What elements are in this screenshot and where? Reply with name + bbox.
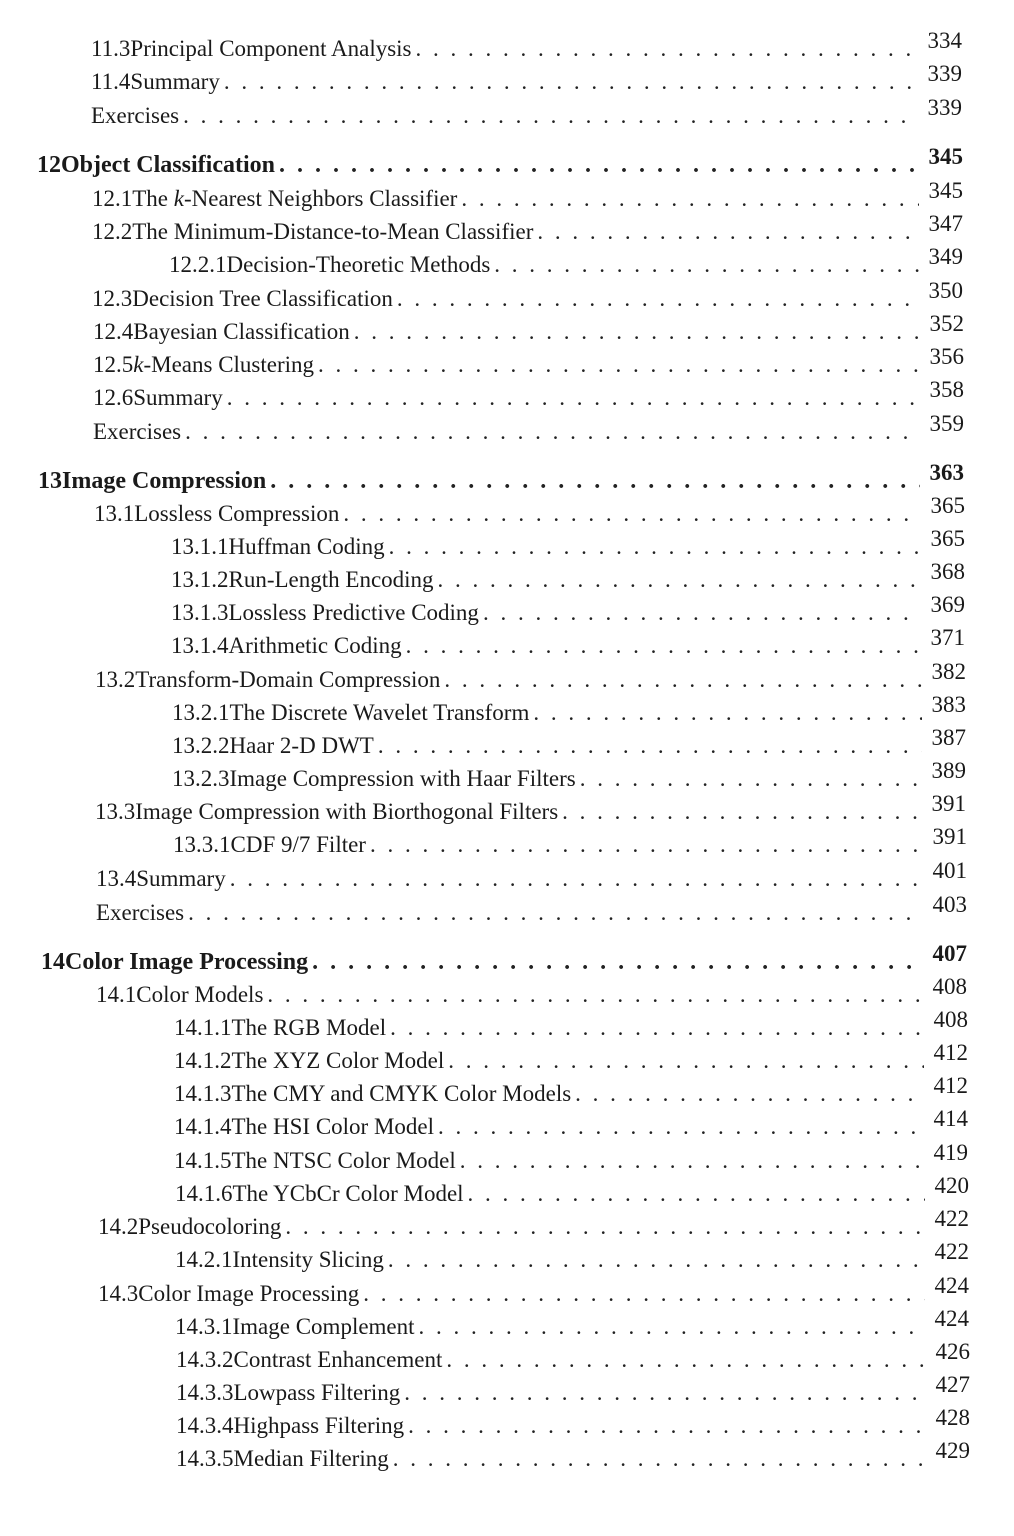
toc-dot-leader <box>446 1347 925 1373</box>
toc-dot-leader <box>416 36 918 62</box>
toc-entry-title: Color Models <box>136 982 264 1007</box>
toc-entry-row <box>91 28 962 68</box>
toc-entry-row <box>171 625 965 665</box>
toc-entry-row <box>93 377 964 417</box>
toc-entry-title: Arithmetic Coding <box>228 633 402 658</box>
toc-dot-leader <box>406 633 921 659</box>
toc-entry-row <box>95 791 966 831</box>
toc-entry-title: The k-Nearest Neighbors Classifier <box>132 186 458 211</box>
toc-entry-row <box>174 1040 968 1080</box>
toc-page-number: 424 <box>934 1306 969 1331</box>
toc-entry-number: 13.2 <box>95 667 136 692</box>
toc-page-number: 424 <box>934 1273 969 1298</box>
toc-page-number: 349 <box>928 244 963 269</box>
toc-page-number: 412 <box>933 1073 968 1098</box>
toc-page-number: 345 <box>928 144 963 169</box>
toc-dot-leader <box>397 286 919 312</box>
toc-entry-row <box>176 1405 970 1445</box>
toc-entry-title: Median Filtering <box>233 1446 389 1471</box>
toc-entry-number: 14.1.1 <box>174 1015 232 1040</box>
toc-page-number: 414 <box>933 1106 968 1131</box>
toc-entry-row <box>171 526 965 566</box>
toc-entry-title: Intensity Slicing <box>232 1247 384 1272</box>
toc-chapter-row <box>38 460 964 500</box>
toc-dot-leader <box>267 982 922 1008</box>
toc-entry-number: 12.4 <box>93 319 134 344</box>
toc-entry-title: Exercises <box>93 419 182 444</box>
toc-entry-number: 13.4 <box>96 866 137 891</box>
toc-entry-row <box>174 1106 968 1146</box>
toc-entry-number: 13.1.1 <box>171 534 229 559</box>
toc-dot-leader <box>468 1181 925 1207</box>
toc-entry-title: The XYZ Color Model <box>231 1048 445 1073</box>
toc-page-number: 412 <box>933 1040 968 1065</box>
toc-entry-title: The YCbCr Color Model <box>232 1181 464 1206</box>
toc-chapter-row <box>41 941 967 981</box>
toc-entry-number: 14.2 <box>98 1214 139 1239</box>
toc-dot-leader <box>494 252 918 278</box>
toc-dot-leader <box>438 1114 923 1140</box>
toc-entry-row <box>96 892 967 932</box>
toc-entry-row <box>175 1239 969 1279</box>
toc-dot-leader <box>460 1148 924 1174</box>
toc-dot-leader <box>343 501 920 527</box>
toc-dot-leader <box>580 766 922 792</box>
toc-entry-number: 12.5 <box>93 352 134 377</box>
toc-entry-number: 14.2.1 <box>175 1247 233 1272</box>
toc-page-number: 334 <box>927 28 962 53</box>
toc-page-number: 427 <box>935 1372 970 1397</box>
toc-page-number: 428 <box>935 1405 970 1430</box>
toc-entry-title: Object Classification <box>61 152 275 178</box>
toc-page-number: 339 <box>927 95 962 120</box>
toc-dot-leader <box>483 600 921 626</box>
toc-page-number: 369 <box>930 592 965 617</box>
toc-entry-number: 13.2.2 <box>172 733 230 758</box>
toc-dot-leader <box>183 103 917 129</box>
toc-entry-number: 13.2.1 <box>172 700 230 725</box>
toc-entry-row <box>173 824 967 864</box>
toc-entry-row <box>171 592 965 632</box>
toc-page-number: 371 <box>930 625 965 650</box>
toc-entry-title: Huffman Coding <box>228 534 385 559</box>
toc-page-number: 368 <box>930 559 965 584</box>
toc-page-number: 420 <box>934 1173 969 1198</box>
toc-entry-title: Decision-Theoretic Methods <box>226 252 491 277</box>
toc-entry-number: 12.1 <box>92 186 133 211</box>
toc-entry-title: Lossless Predictive Coding <box>228 600 479 625</box>
toc-page-number: 339 <box>927 61 962 86</box>
toc-entry-number: 12.2.1 <box>169 252 227 277</box>
toc-page-number: 350 <box>928 278 963 303</box>
toc-entry-title: Pseudocoloring <box>138 1214 282 1239</box>
toc-dot-leader <box>270 468 919 495</box>
toc-entry-row <box>94 493 965 533</box>
toc-page-number: 408 <box>933 1007 968 1032</box>
toc-entry-number: 14.3 <box>98 1281 139 1306</box>
toc-entry-title: Principal Component Analysis <box>130 36 412 61</box>
toc-entry-title: The HSI Color Model <box>231 1114 435 1139</box>
toc-dot-leader <box>285 1214 924 1240</box>
toc-dot-leader <box>318 352 919 378</box>
toc-entry-title: Image Compression with Biorthogonal Filters <box>135 799 559 824</box>
toc-dot-leader <box>279 152 919 179</box>
toc-entry-title: The Discrete Wavelet Transform <box>229 700 530 725</box>
toc-entry-number: 14.3.5 <box>176 1446 234 1471</box>
toc-entry-number: 14.1.6 <box>175 1181 233 1206</box>
toc-entry-title: The Minimum-Distance-to-Mean Classifier <box>132 219 534 244</box>
toc-dot-leader <box>312 949 922 976</box>
toc-entry-row <box>91 61 962 101</box>
toc-entry-row <box>95 659 966 699</box>
toc-dot-leader <box>419 1314 925 1340</box>
toc-page-number: 422 <box>934 1239 969 1264</box>
toc-entry-row <box>174 1007 968 1047</box>
toc-entry-number: 11.4 <box>91 69 131 94</box>
toc-dot-leader <box>188 900 922 926</box>
toc-dot-leader <box>448 1048 923 1074</box>
toc-dot-leader <box>227 385 920 411</box>
toc-entry-number: 14.3.2 <box>176 1347 234 1372</box>
toc-entry-row <box>92 178 963 218</box>
toc-page-number: 401 <box>932 858 967 883</box>
toc-dot-leader <box>370 832 923 858</box>
toc-page-number: 387 <box>931 725 966 750</box>
toc-entry-number: 14.1.2 <box>174 1048 232 1073</box>
toc-entry-title: Image Compression <box>62 468 267 494</box>
toc-entry-row <box>174 1073 968 1113</box>
toc-entry-title: Color Image Processing <box>65 949 309 975</box>
toc-dot-leader <box>388 1247 925 1273</box>
toc-page-number: 352 <box>929 311 964 336</box>
toc-entry-number: 13.1.2 <box>171 567 229 592</box>
toc-entry-title: Haar 2-D DWT <box>229 733 374 758</box>
toc-page-number: 363 <box>929 460 964 485</box>
toc-entry-row <box>93 411 964 451</box>
toc-entry-number: 14.3.1 <box>175 1314 233 1339</box>
toc-entry-title: Transform-Domain Compression <box>135 667 441 692</box>
toc-entry-number: 14.3.4 <box>176 1413 234 1438</box>
toc-entry-row <box>172 758 966 798</box>
toc-entry-row <box>175 1173 969 1213</box>
toc-entry-title: The CMY and CMYK Color Models <box>231 1081 572 1106</box>
toc-entry-number: 13.3 <box>95 799 136 824</box>
toc-entry-title: Lowpass Filtering <box>233 1380 401 1405</box>
toc-entry-number: 12.6 <box>93 385 134 410</box>
toc-page-number: 403 <box>932 892 967 917</box>
toc-dot-leader <box>533 700 921 726</box>
toc-entry-title: Summary <box>130 69 220 94</box>
toc-entry-number: 14.1.4 <box>174 1114 232 1139</box>
toc-dot-leader <box>461 186 918 212</box>
toc-entry-row <box>98 1206 969 1246</box>
toc-entry-title: Color Image Processing <box>138 1281 360 1306</box>
toc-entry-title: Contrast Enhancement <box>233 1347 443 1372</box>
toc-dot-leader <box>537 219 918 245</box>
toc-page-number: 382 <box>931 659 966 684</box>
toc-entry-row <box>98 1273 969 1313</box>
toc-entry-title: Lossless Compression <box>134 501 340 526</box>
toc-dot-leader <box>444 667 921 693</box>
toc-entry-row <box>174 1140 968 1180</box>
toc-entry-number: 12.2 <box>92 219 133 244</box>
toc-dot-leader <box>575 1081 923 1107</box>
toc-entry-title: Image Complement <box>232 1314 415 1339</box>
toc-page-number: 429 <box>935 1438 970 1463</box>
toc-page-number: 345 <box>928 178 963 203</box>
toc-entry-number: 13.3.1 <box>173 832 231 857</box>
toc-entry-row <box>176 1339 970 1379</box>
toc-dot-leader <box>390 1015 923 1041</box>
toc-entry-title: Exercises <box>91 103 180 128</box>
toc-entry-number: 12 <box>37 152 61 178</box>
toc-dot-leader <box>363 1281 924 1307</box>
toc-entry-title: Summary <box>133 385 223 410</box>
toc-dot-leader <box>562 799 921 825</box>
toc-entry-number: 14.3.3 <box>176 1380 234 1405</box>
toc-entry-row <box>91 95 962 135</box>
toc-entry-title: The RGB Model <box>231 1015 387 1040</box>
toc-entry-title: k-Means Clustering <box>133 352 315 377</box>
toc-entry-row <box>96 974 967 1014</box>
toc-dot-leader <box>230 866 923 892</box>
toc-entry-row <box>175 1306 969 1346</box>
toc-dot-leader <box>354 319 920 345</box>
toc-dot-leader <box>393 1446 926 1472</box>
toc-entry-row <box>93 344 964 384</box>
toc-entry-row <box>96 858 967 898</box>
toc-page-number: 419 <box>933 1140 968 1165</box>
toc-page-number: 391 <box>931 791 966 816</box>
toc-entry-number: 13.1.3 <box>171 600 229 625</box>
toc-page-number: 383 <box>931 692 966 717</box>
toc-entry-title: Highpass Filtering <box>233 1413 405 1438</box>
toc-entry-row <box>171 559 965 599</box>
toc-entry-title: CDF 9/7 Filter <box>230 832 366 857</box>
toc-page-number: 347 <box>928 211 963 236</box>
toc-page-number: 391 <box>932 824 967 849</box>
toc-entry-title: Run-Length Encoding <box>228 567 434 592</box>
toc-entry-row <box>172 692 966 732</box>
toc-chapter-row <box>37 144 963 184</box>
toc-dot-leader <box>404 1380 925 1406</box>
toc-entry-row <box>172 725 966 765</box>
toc-dot-leader <box>224 69 918 95</box>
toc-page-number: 359 <box>929 411 964 436</box>
toc-entry-title: The NTSC Color Model <box>231 1148 456 1173</box>
toc-page-number: 408 <box>932 974 967 999</box>
toc-page-number: 422 <box>934 1206 969 1231</box>
toc-entry-number: 13 <box>38 468 62 494</box>
toc-entry-number: 11.3 <box>91 36 131 61</box>
toc-page-number: 365 <box>930 526 965 551</box>
toc-entry-row <box>92 211 963 251</box>
toc-page-number: 356 <box>929 344 964 369</box>
toc-page-number: 426 <box>935 1339 970 1364</box>
toc-entry-number: 13.1.4 <box>171 633 229 658</box>
toc-entry-number: 14 <box>41 949 65 975</box>
toc-dot-leader <box>378 733 922 759</box>
toc-entry-number: 12.3 <box>92 286 133 311</box>
toc-dot-leader <box>438 567 921 593</box>
toc-dot-leader <box>408 1413 925 1439</box>
toc-entry-title: Bayesian Classification <box>133 319 350 344</box>
toc-entry-title: Summary <box>136 866 226 891</box>
toc-entry-number: 14.1.3 <box>174 1081 232 1106</box>
toc-entry-title: Decision Tree Classification <box>132 286 393 311</box>
toc-entry-row <box>93 311 964 351</box>
toc-entry-number: 14.1.5 <box>174 1148 232 1173</box>
toc-entry-number: 13.1 <box>94 501 135 526</box>
toc-dot-leader <box>185 419 919 445</box>
toc-page-number: 358 <box>929 377 964 402</box>
toc-entry-row <box>176 1372 970 1412</box>
toc-page-number: 389 <box>931 758 966 783</box>
toc-entry-row <box>169 244 963 284</box>
toc-entry-number: 13.2.3 <box>172 766 230 791</box>
toc-page-number: 407 <box>932 941 967 966</box>
toc-dot-leader <box>389 534 921 560</box>
toc-entry-row <box>176 1438 970 1478</box>
toc-entry-number: 14.1 <box>96 982 137 1007</box>
toc-entry-title: Image Compression with Haar Filters <box>229 766 576 791</box>
toc-page-number: 365 <box>930 493 965 518</box>
toc-entry-title: Exercises <box>96 900 185 925</box>
toc-entry-row <box>92 278 963 318</box>
